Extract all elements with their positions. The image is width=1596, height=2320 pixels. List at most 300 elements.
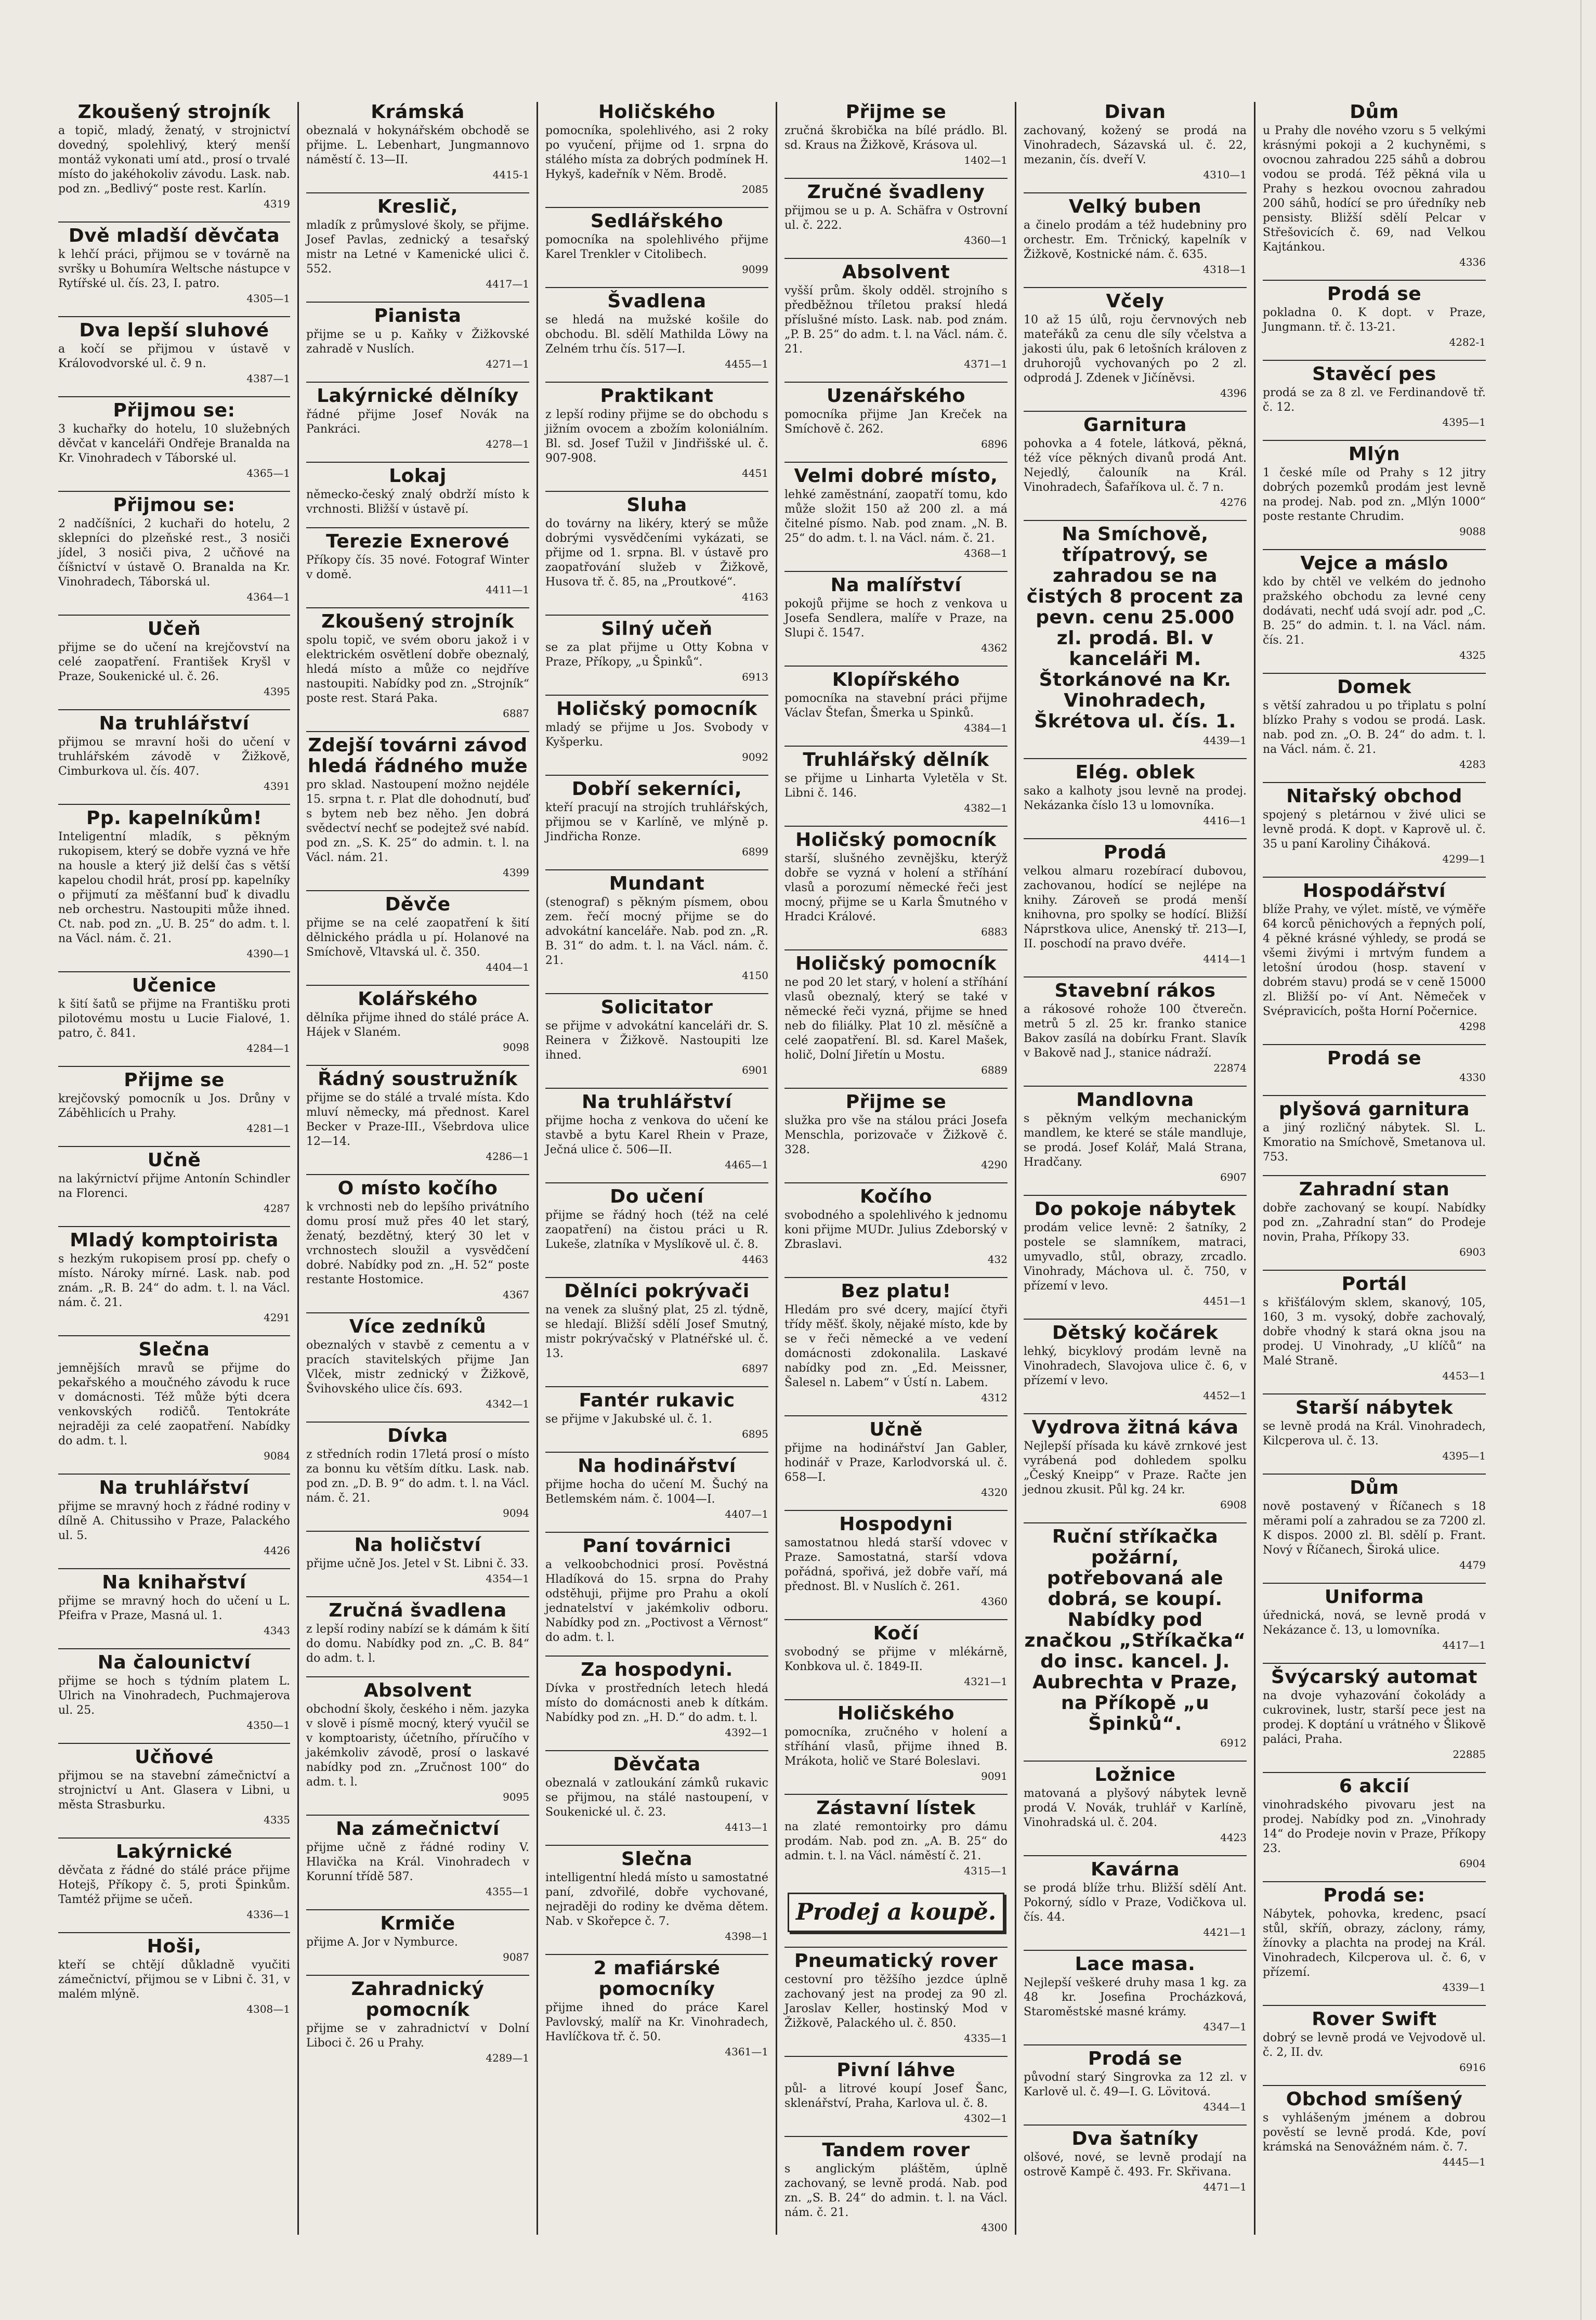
ad-text: zachovaný, kožený se prodá na Vinohradech, Sázavská ul. č. 22, mezanin, čís. dveří V. — [1024, 124, 1247, 166]
classified-ad — [1263, 1270, 1486, 1383]
ad-code: 4455—1 — [725, 358, 768, 370]
newspaper-page — [58, 101, 1493, 2234]
ad-code: 6907 — [1220, 1171, 1247, 1183]
ad-heading: Dobří sekerníci, — [545, 775, 768, 800]
ad-code: 6913 — [742, 671, 768, 683]
ad-heading: Starší nábytek — [1263, 1393, 1486, 1418]
ad-text: nově postavený v Říčanech s 18 měrami polí a zahradou se za 7200 zl. K dispos. 2000 zl. Bl. sdělí p. Frant. Nový v Říčanech, Široká ulice. — [1263, 1500, 1486, 1557]
ad-code: 4336—1 — [246, 1908, 290, 1921]
ad-heading: Fantér rukavic — [545, 1386, 768, 1411]
ad-heading: Kreslič, — [306, 192, 529, 217]
ad-code: 4305—1 — [246, 292, 290, 305]
ad-heading: Hoši, — [58, 1932, 290, 1957]
ad-code: 6896 — [981, 438, 1008, 450]
ad-heading: Na holičství — [306, 1531, 529, 1556]
classified-ad — [58, 1335, 290, 1463]
ad-code: 4330 — [1459, 1071, 1486, 1084]
ad-heading: Včely — [1024, 287, 1247, 312]
classified-ad — [306, 1174, 529, 1302]
ad-code: 4463 — [742, 1253, 768, 1266]
classified-ad — [1263, 1881, 1486, 1995]
ad-code: 4302—1 — [964, 2112, 1008, 2125]
ad-heading: Divan — [1104, 101, 1166, 123]
ad-code: 4361—1 — [725, 2045, 768, 2058]
ad-code: 4365—1 — [246, 467, 290, 479]
classified-ad — [1263, 1474, 1486, 1572]
ad-code: 6916 — [1459, 2061, 1486, 2074]
ad-code: 2085 — [742, 183, 768, 195]
classified-ad — [1263, 1583, 1486, 1652]
ad-text: mladý se přijme u Jos. Svobody v Kyšperku. — [545, 721, 768, 749]
classified-ad — [1024, 1086, 1247, 1184]
classified-ad — [545, 993, 768, 1077]
classified-ad — [1263, 1772, 1486, 1871]
ad-code: 4315—1 — [964, 1865, 1008, 1877]
classified-ad — [306, 1676, 529, 1804]
classified-ad — [545, 102, 768, 197]
ad-code: 9095 — [503, 1791, 529, 1803]
ad-text: dělníka přijme ihned do stálé práce A. Hájek v Slaném. — [306, 1011, 529, 1039]
ad-text: přijme se na celé zaopatření k šití dělnického prádla u pí. Holanové na Smíchově, Vltavská ul. č. 350. — [306, 917, 529, 959]
ad-code: 6912 — [1220, 1737, 1247, 1749]
classified-ad — [1024, 520, 1247, 748]
ad-code: 6899 — [742, 845, 768, 858]
ad-text: Nábytek, pohovka, kredenc, psací stůl, skříň, obrazy, záclony, rámy, žínovky a plachta na prodej na Král. Vinohradech, Kilcperova ul. č. 6, v přízemí. — [1263, 1908, 1486, 1979]
ad-code: 9084 — [264, 1450, 290, 1462]
page-edge — [1580, 0, 1581, 2320]
ad-code: 4368—1 — [964, 547, 1008, 559]
ad-heading: Učně — [784, 1415, 1008, 1440]
ad-text: pomocníka na stavební práci přijme Václav Štefan, Šmerka u Spinků. — [784, 692, 1008, 720]
ad-code: 4320 — [981, 1486, 1008, 1498]
ad-text: do továrny na likéry, který se může dobrými vysvědčeními vykázati, se přijme od 1. srpna. Bl. v ústavě pro zaopatřování služeb v Žižkově, Husova tř. č. 85, na „Proutkové“. — [545, 517, 768, 589]
classified-ad — [545, 382, 768, 480]
classified-ad — [545, 1532, 768, 1645]
ad-heading: Dvě mladší děvčata — [58, 221, 290, 246]
ad-code: 4278—1 — [486, 438, 529, 450]
ad-code: 4271—1 — [486, 358, 529, 370]
ad-heading: Na čalounictví — [58, 1648, 290, 1673]
ad-code: 4371—1 — [964, 358, 1008, 370]
classified-ad — [58, 221, 290, 306]
classified-ad — [58, 1743, 290, 1827]
ad-heading: Učenice — [58, 971, 290, 996]
ad-text: půl- a litrové koupí Josef Šanc, sklenářství, Praha, Karlova ul. č. 8. — [784, 2082, 1008, 2110]
classified-ad — [1263, 2005, 1486, 2075]
classified-ad — [545, 615, 768, 684]
ad-code: 4298 — [1459, 1020, 1486, 1033]
ad-code: 4318—1 — [1203, 263, 1247, 276]
ad-text: na venek za slušný plat, 25 zl. týdně, se hledají. Bližší sdělí Josef Smutný, mistr pokrývačský v Platnéřské ul. č. 13. — [545, 1304, 768, 1360]
classified-ad — [1263, 360, 1486, 429]
ad-heading: Sedlářského — [545, 207, 768, 232]
classified-ad — [306, 985, 529, 1054]
ad-heading: Mundant — [545, 869, 768, 894]
ad-heading: Přijme se — [784, 1088, 1008, 1113]
ad-text: obeznalá v hokynářském obchodě se přijme. L. Lebenhart, Jungmannovo náměstí č. 13—II. — [306, 124, 529, 166]
classified-ad — [784, 1415, 1008, 1500]
ad-heading: Učně — [58, 1146, 290, 1171]
classified-ad — [1263, 1175, 1486, 1259]
ad-heading: Truhlářský dělník — [784, 746, 1008, 771]
ad-heading: Kavárna — [1024, 1855, 1247, 1880]
ad-text: ne pod 20 let starý, v holení a stříhání vlasů obeznalý, který se také v německé řeči vyzná, přijme se hned neb do filiálky. Plat 10 zl. měsíčně a celé zaopatření. Bl. sd. Karel Mašek, holič, Dolní Jiřetín u Mostu. — [784, 976, 1008, 1062]
classified-ad — [784, 258, 1008, 371]
ad-heading: Kočí — [784, 1619, 1008, 1644]
ad-heading: Na knihařství — [58, 1568, 290, 1593]
ad-heading: Lace masa. — [1024, 1950, 1247, 1975]
ad-heading: Na truhlářství — [58, 1474, 290, 1498]
ad-heading: Učeň — [58, 615, 290, 640]
ad-heading: Přijmou se: — [58, 491, 290, 516]
ad-heading: Mlýn — [1263, 440, 1486, 465]
classified-ad — [306, 527, 529, 597]
ad-code: 4283 — [1459, 758, 1486, 771]
ad-text: vinohradského pivovaru jest na prodej. Nabídky pod zn. „Vinohrady 14“ do Prodeje novin v Praze, Příkopy 23. — [1263, 1798, 1486, 1855]
ad-text: se přijme v Jakubské ul. č. 1. — [545, 1413, 712, 1426]
ad-heading: Prodá — [1024, 838, 1247, 863]
classified-ad — [1263, 280, 1486, 349]
classified-ad — [1263, 1393, 1486, 1463]
ad-text: prodám velice levně: 2 šatníky, 2 postele se slamníkem, matraci, umyvadlo, stůl, obrazy, zrcadlo. Vinohrady, Máchova ul. č. 750, v přízemí v levo. — [1024, 1221, 1247, 1293]
ad-code: 4439—1 — [1203, 734, 1247, 747]
ad-heading: Holičský pomocník — [784, 949, 1008, 974]
ad-code: 4415-1 — [492, 168, 529, 181]
ad-text: přijme se mravný hoch do učení u L. Pfeifra v Praze, Masná ul. 1. — [58, 1595, 290, 1622]
ad-text: se přijme v advokátní kanceláři dr. S. Reinera v Žižkově. Nastoupiti lze ihned. — [545, 1020, 768, 1062]
ad-heading: Zdejší továrni závod hledá řádného muže — [306, 731, 529, 777]
ad-text: na zlaté remontoirky pro dámu prodám. Nab. pod zn. „A. B. 25“ do admin. t. l. na Václ. náměstí č. 21. — [784, 1820, 1008, 1862]
classified-ad — [58, 971, 290, 1055]
ad-heading: Dva lepší sluhové — [58, 316, 290, 341]
ad-heading: Portál — [1263, 1270, 1486, 1295]
ad-text: k šití šatů se přijme na Františku proti pilotovému mostu u Lucie Fialové, 1. patro, č. 841. — [58, 998, 290, 1040]
classified-ad — [1024, 758, 1247, 828]
ad-text: z lepší rodiny nabízí se k dámám k šití do domu. Nabídky pod zn. „C. B. 84“ do adm. t. l. — [306, 1623, 529, 1665]
ad-heading: Uniforma — [1263, 1583, 1486, 1608]
classified-ad — [1263, 1095, 1486, 1165]
classified-ad — [58, 1066, 290, 1136]
ad-text: přijmou se na stavební zámečnictví a strojnictví u Ant. Glasera v Libni, u města Strasburku. — [58, 1769, 290, 1811]
ad-text: přijme se u p. Kaňky v Žižkovské zahradě v Nuslích. — [306, 328, 529, 356]
ad-code: 4312 — [981, 1391, 1008, 1404]
ad-text: pomocníka na spolehlivého přijme Karel Trenkler v Citolibech. — [545, 233, 768, 261]
ad-heading: Děvče — [306, 890, 529, 915]
ad-code: 4150 — [742, 969, 768, 982]
ad-text: Inteligentní mladík, s pěkným rukopisem, který se dobře vyzná ve hře na housle a který již delší čas s větší kapelou chodil hrát, prosí pp. kapelníky o přijmutí za měšťanní buď k divadlu neb orchestru. Nastoupiti může ihned. Ct. nab. pod zn. „U. B. 25“ do adm. t. l. na Václ. nám. č. 21. — [58, 830, 290, 945]
ad-code: 4384—1 — [964, 722, 1008, 734]
classified-ad — [784, 102, 1008, 167]
ad-heading: Ložnice — [1024, 1761, 1247, 1785]
ad-heading: Dívka — [306, 1422, 529, 1446]
classified-column — [776, 102, 1015, 2235]
ad-code: 4407—1 — [725, 1508, 768, 1520]
classified-ad — [58, 709, 290, 793]
ad-text: dobře zachovaný se koupí. Nabídky pod zn. „Zahradní stan“ do Prodeje novin, Praha, Příkopy 33. — [1263, 1202, 1486, 1244]
ad-text: Příkopy čís. 35 nové. Fotograf Winter v domě. — [306, 554, 529, 581]
ad-text: mladík z průmyslové školy, se přijme. Josef Pavlas, zednický a tesařský mistr na Letné v Kamenické ulici č. 552. — [306, 219, 529, 276]
ad-code: 4360 — [981, 1595, 1008, 1608]
classified-ad — [784, 1088, 1008, 1172]
classified-ad — [306, 382, 529, 451]
classified-ad — [306, 890, 529, 974]
classified-ad — [545, 207, 768, 277]
ad-heading: Elég. oblek — [1024, 758, 1247, 783]
ad-text: vyšší prům. školy odděl. strojního s předběžnou tříletou praksí hledá příslušné místo. Lask. nab. pod znám. „P. B. 25“ do adm. t. l. na Václ. nám. č. 21. — [784, 284, 1008, 356]
classified-ad — [784, 949, 1008, 1077]
ad-heading: Holičský pomocník — [784, 826, 1008, 851]
ad-text: kteří pracují na strojích truhlářských, přijmou se v Karlíně, ve mlýně p. Jindřicha Ronze. — [545, 801, 768, 843]
ad-text: spojený s pletárnou v živé ulici se levně prodá. K dopt. v Kaprově ul. č. 35 u paní Karoliny Čiháková. — [1263, 809, 1486, 851]
ad-code: 4367 — [503, 1288, 529, 1301]
ad-heading: Za hospodyni. — [545, 1656, 768, 1680]
ad-heading: Děvčata — [545, 1750, 768, 1775]
ad-code: 6887 — [503, 707, 529, 720]
classified-ad — [58, 1226, 290, 1325]
ad-text: obeznalá v zatloukání zámků rukavic se přijmou, na stálé nastoupení, v Soukenické ul. č. 23. — [545, 1777, 768, 1819]
ad-code: 4445—1 — [1442, 2156, 1486, 2168]
classified-ad — [784, 826, 1008, 939]
classified-ad — [306, 192, 529, 291]
ad-code: 4395—1 — [1442, 416, 1486, 428]
ad-heading: Prodá se — [1263, 280, 1486, 305]
ad-code: 9087 — [503, 1951, 529, 1963]
ad-code: 4289—1 — [486, 2052, 529, 2064]
classified-ad — [545, 491, 768, 604]
ad-code: 432 — [987, 1253, 1008, 1266]
classified-ad — [1263, 2085, 1486, 2169]
ad-text: a jiný rozličný nábytek. Sl. L. Kmoratio na Smíchově, Smetanova ul. 753. — [1263, 1122, 1486, 1164]
ad-code: 4350—1 — [246, 1719, 290, 1731]
classified-ad — [1263, 440, 1486, 539]
ad-code: 6908 — [1220, 1498, 1247, 1511]
classified-ad — [306, 462, 529, 517]
ad-code: 4310—1 — [1203, 168, 1247, 181]
ad-heading: Přijme se — [845, 101, 947, 123]
classified-ad — [58, 1474, 290, 1558]
classified-ad — [1024, 1761, 1247, 1845]
ad-text: 1 české míle od Prahy s 12 jitry dobrých pozemků prodám jest levně na prodej. Nab. pod zn. „Mlýn 1000“ poste restante Chrudim. — [1263, 466, 1486, 523]
ad-text: kteří se chtějí důkladně vyučiti zámečnictví, přijmou se v Libni č. 31, v malém mlýně. — [58, 1959, 290, 2001]
ad-heading: Tandem rover — [784, 2136, 1008, 2161]
ad-code: 4354—1 — [486, 1572, 529, 1585]
ad-text: matovaná a plyšový nábytek levně prodá V. Novák, truhlář v Karlíně, Vinohradská ul. č. 204. — [1024, 1787, 1247, 1829]
ad-code: 4321—1 — [964, 1675, 1008, 1688]
ad-text: jemnějších mravů se přijme do pekařského a moučného závodu k ruce v domácnosti. Též může býti dcera venkovských rodičů. Tentokráte nejraději za celé zaopatření. Nabídky do adm. t. l. — [58, 1362, 290, 1448]
classified-column — [297, 102, 537, 2235]
ad-text: s hezkým rukopisem prosí pp. chefy o místo. Nároky mírné. Lask. nab. pod znám. „R. B. 24“ do adm. t. l. na Václ. nám. č. 21. — [58, 1253, 290, 1309]
ad-text: a topič, mladý, ženatý, v strojnictví dovedný, spolehlivý, který menší montáž vykonati umí atd., prosí o trvalé místo do jakéhokoliv závodu. Lask. nab. pod zn. „Bedlivý“ poste rest. Karlín. — [58, 124, 290, 195]
ad-heading: Na Smíchově, třípatrový, se zahradou se na čistých 8 procent za pevn. cenu 25.000 zl. prodá. Bl. v kanceláři M. Štorkánové na Kr. Vinohradech, Škrétova ul. čís. 1. — [1024, 520, 1247, 732]
ad-heading: Pivní láhve — [784, 2056, 1008, 2081]
ad-heading: Zahradní stan — [1263, 1175, 1486, 1200]
ad-heading: Vydrova žitná káva — [1024, 1413, 1247, 1438]
ad-heading: Obchod smíšený — [1263, 2085, 1486, 2110]
ad-text: s pěkným velkým mechanickým mandlem, ke které se stále mandluje, se prodá. Josef Kolář, Malá Strana, Hradčany. — [1024, 1112, 1247, 1169]
classified-ad — [1263, 673, 1486, 772]
classified-ad — [545, 695, 768, 764]
ad-text: se za plat přijme u Otty Kobna v Praze, Příkopy, „u Špinků“. — [545, 641, 768, 669]
ad-code: 22885 — [1453, 1748, 1486, 1761]
ad-text: Nejlepší veškeré druhy masa 1 kg. za 48 kr. Josefina Procházková, Staroměstské masné krámy. — [1024, 1976, 1247, 2018]
ad-heading: Slečna — [545, 1845, 768, 1870]
ad-text: na dvoje vyhazování čokolády a cukrovinek, lustr, starší pece jest na prodej. K doptání u vrátného v Šlikově paláci, Praha. — [1263, 1689, 1486, 1746]
ad-heading: Více zedníků — [306, 1312, 529, 1337]
ad-text: 10 až 15 úlů, roju červnových neb mateřáků za cenu dle síly včelstva a jakosti úlu, pak 6 letošních královen z druhorojů vychovaných po 2 zl. odprodá J. Zdenek v Jičíněvsi. — [1024, 314, 1247, 385]
classified-ad — [58, 1146, 290, 1216]
classified-column — [1254, 102, 1493, 2235]
classified-ad — [1024, 411, 1247, 510]
ad-heading: Silný učeň — [545, 615, 768, 640]
classified-ad — [58, 804, 290, 961]
ad-code: 4287 — [264, 1202, 290, 1215]
ad-code: 4423 — [1220, 1831, 1247, 1844]
ad-code: 9088 — [1459, 525, 1486, 538]
ad-code: 4362 — [981, 642, 1008, 654]
classified-ad — [1263, 877, 1486, 1034]
ad-text: lehké zaměstnání, zaopatří tomu, kdo může složit 150 až 200 zl. a má čitelné písmo. Nab. pod znam. „N. B. 25“ do adm. t. l. na Václ. nám. č. 21. — [784, 488, 1008, 545]
ad-text: přijme učně Jos. Jetel v St. Libni č. 33. — [306, 1557, 529, 1570]
ad-text: sako a kalhoty jsou levně na prodej. Nekázanka číslo 13 u lomovníka. — [1024, 785, 1247, 812]
classified-ad — [1263, 102, 1486, 269]
ad-heading: Na truhlářství — [58, 709, 290, 734]
ad-heading: Bez platu! — [784, 1277, 1008, 1302]
classified-ad — [784, 1699, 1008, 1783]
ad-heading: Mandlovna — [1024, 1086, 1247, 1111]
ad-text: děvčata z řádné do stálé práce přijme Hotejš, Příkopy č. 5, proti Špinkům. Tamtéž přijme se učeň. — [58, 1864, 290, 1906]
classified-ad — [306, 302, 529, 371]
ad-code: 4319 — [264, 198, 290, 210]
ad-heading: Švadlena — [545, 287, 768, 312]
ad-heading: Velký buben — [1024, 192, 1247, 217]
ad-text: přijme učně z řádné rodiny V. Hlavička na Král. Vinohradech v Korunní třídě 587. — [306, 1841, 529, 1883]
ad-code: 4417—1 — [1442, 1639, 1486, 1651]
ad-heading: Zkoušený strojník — [77, 101, 271, 123]
classified-column — [58, 102, 297, 2235]
classified-ad — [784, 1947, 1008, 2045]
ad-text: přijme se do stálé a trvalé místa. Kdo mluví německy, má přednost. Karel Becker v Praze-III., Všebrdova ulice 12—14. — [306, 1091, 529, 1148]
ad-heading: Prodá se — [1263, 1044, 1486, 1069]
ad-heading: Přijme se — [58, 1066, 290, 1091]
ad-text: německo-český znalý obdrží místo k vrchnosti. Bližší v ústavě pí. — [306, 488, 529, 516]
ad-text: s křišťálovým sklem, skanový, 105, 160, 3 m. vysoký, dobře zachovalý, dobře vhodný k stará okna jsou na prodej. U Vinohrady, „U klíčů“ na Malé Straně. — [1263, 1296, 1486, 1367]
ad-code: 4299—1 — [1442, 853, 1486, 865]
ad-text: a velkoobchodnici prosí. Pověstná Hladíková do 15. srpna do Prahy odstěhuji, přijme pro Prahu a okolí jednatelství v jakémkoliv odboru. Nabídky pod zn. „Poctivost a Věrnost“ do adm. t. l. — [545, 1558, 768, 1644]
classified-ad — [306, 731, 529, 880]
ad-text: intelligentní hledá místo u samostatné paní, zdvořilé, dobře vychované, nejraději do rodiny ke dvěma dětem. Nab. v Skořepce č. 7. — [545, 1871, 768, 1928]
ad-heading: Zkoušený strojník — [306, 607, 529, 632]
ad-code: 9099 — [742, 263, 768, 276]
ad-heading: Lakýrnické dělníky — [306, 382, 529, 407]
classified-ad — [1024, 1950, 1247, 2034]
classified-ad — [1024, 976, 1247, 1075]
classified-ad — [784, 746, 1008, 815]
ad-text: s větší zahradou u po třiplatu s polní blízko Prahy s vodou se prodá. Lask. nab. pod zn. „O. B. 24“ do adm. t. l. na Václ. nám. č. 21. — [1263, 699, 1486, 756]
ad-text: prodá se za 8 zl. ve Ferdinandově tř. č. 12. — [1263, 386, 1486, 414]
ad-code: 4421—1 — [1203, 1926, 1247, 1938]
ad-heading: Učňové — [58, 1743, 290, 1768]
ad-text: pro sklad. Nastoupení možno nejdéle 15. srpna t. r. Plat dle dohodnutí, buď s bytem neb bez něho. Jen dobrá svědectví nechť se podejtež své nabíd. pod zn. „S. K. 25“ do admin. t. l. na Václ. nám. 21. — [306, 778, 529, 864]
ad-text: a činelo prodám a též hudebniny pro orchestr. Em. Trčnický, kapelník v Žižkově, Kostnické nám. č. 635. — [1024, 219, 1247, 261]
ad-heading: Dělníci pokrývači — [545, 1277, 768, 1302]
ad-heading: Vejce a máslo — [1263, 549, 1486, 574]
ad-text: z lepší rodiny přijme se do obchodu s jižním ovocem a zbožím koloniálním. Bl. sd. Josef Tužil v Jindřišské ul. č. 907-908. — [545, 408, 768, 465]
ad-code: 4465—1 — [725, 1158, 768, 1171]
ad-code: 4343 — [264, 1624, 290, 1637]
ad-heading: Zručné švadleny — [784, 178, 1008, 203]
ad-text: pokojů přijme se hoch z venkova u Josefa Sendlera, malíře v Praze, na Slupi č. 1547. — [784, 597, 1008, 640]
ad-heading: Do pokoje nábytek — [1024, 1195, 1247, 1220]
classified-ad — [545, 869, 768, 983]
ad-heading: Na zámečnictví — [306, 1815, 529, 1840]
classified-ad — [306, 1312, 529, 1411]
ad-text: přijme A. Jor v Nymburce. — [306, 1936, 458, 1949]
ad-text: a kočí se přijmou v ústavě v Královodvorské ul. č. 9 n. — [58, 343, 290, 370]
ad-heading: Krámská — [371, 101, 465, 123]
classified-ad — [58, 1568, 290, 1638]
ad-text: přijme se do učení na krejčovství na celé zaopatření. František Kryšl v Praze, Soukenické ul. č. 26. — [58, 641, 290, 683]
ad-code: 6897 — [742, 1362, 768, 1375]
ad-heading: Zahradnický pomocník — [306, 1975, 529, 2021]
ad-heading: Kočího — [784, 1182, 1008, 1207]
ad-code: 4453—1 — [1442, 1370, 1486, 1382]
ad-code: 4395—1 — [1442, 1450, 1486, 1462]
classified-ad — [784, 2136, 1008, 2235]
classified-ad — [545, 1750, 768, 1834]
classified-ad — [784, 1277, 1008, 1405]
ad-heading: Slečna — [58, 1335, 290, 1360]
ad-text: pohovka a 4 fotele, látková, pěkná, též více pěkných divanů prodá Ant. Nejedlý, čalouník na Král. Vinohradech, Šafaříkova ul. č. 7 n. — [1024, 437, 1247, 494]
classified-ad — [784, 571, 1008, 655]
ad-heading: Praktikant — [545, 382, 768, 407]
classified-ad — [545, 1277, 768, 1376]
classified-ad — [1024, 1522, 1247, 1750]
ad-heading: Rover Swift — [1263, 2005, 1486, 2030]
classified-ad — [784, 2056, 1008, 2126]
ad-text: přijme ihned do práce Karel Pavlovský, malíř na Kr. Vinohradech, Havlíčkova tř. č. 50. — [545, 2001, 768, 2043]
ad-heading: Pianista — [306, 302, 529, 327]
classified-ad — [58, 316, 290, 386]
ad-code: 4347—1 — [1203, 2021, 1247, 2033]
ad-code: 4286—1 — [486, 1150, 529, 1163]
classified-ad — [306, 1815, 529, 1899]
ad-code: 4416—1 — [1203, 814, 1247, 827]
ad-code: 6904 — [1459, 1857, 1486, 1870]
ad-text: k vrchnosti neb do lepšího privátního domu prosí muž přes 40 let starý, ženatý, bezdětný, který 30 let v vrchnostech sloužil a vysvědčení dobré. Nabídky pod zn. „H. 52“ poste restante Hostomice. — [306, 1201, 529, 1286]
ad-text: pokladna 0. K dopt. v Praze, Jungmann. tř. č. 13-21. — [1263, 306, 1486, 334]
ad-text: u Prahy dle nového vzoru s 5 velkými krásnými pokoji a 2 kuchyněmi, s ovocnou zahradou 225 sáhů a dobrou vodou se prodá. Též pěkná vila u Prahy s hezkou ovocnou zahradou 200 sáhů, hodící se pro úředníky neb pensisty. Bližší sdělí Pelcar v Střešovicích č. 69, nad Velkou Kajtánkou. — [1263, 124, 1486, 254]
ad-text: přijmou se u p. A. Schäfra v Ostrovní ul. č. 222. — [784, 204, 1008, 232]
ad-code: 4404—1 — [486, 961, 529, 973]
ad-text: blíže Prahy, ve výlet. místě, ve výměře 64 korců pěnichových a řepných polí, 4 pěkné krásné výhledy, se prodá se všemi živými i mrtvým fundem a letošní úrodou (hosp. stavení v dobrém stavu) prodá se v ceně 15000 zl. Bližší po- ví Ant. Němeček v Svépravicích, pošta Horní Počernice. — [1263, 903, 1486, 1018]
ad-code: 4336 — [1459, 256, 1486, 268]
ad-code: 4414—1 — [1203, 953, 1247, 965]
ad-code: 4282-1 — [1449, 336, 1486, 348]
classified-ad — [1024, 838, 1247, 966]
ad-text: z středních rodin 17letá prosí o místo za bonnu ku větším dítku. Lask. nab. pod zn. „D. B. 9“ do adm. t. l. na Václ. nám. č. 21. — [306, 1448, 529, 1505]
ad-code: 4451—1 — [1203, 1295, 1247, 1307]
ad-text: pomocníka, zručného v holení a stříhání vlasů, přijme ihned B. Mrákota, holič ve Staré Boleslavi. — [784, 1726, 1008, 1768]
ad-text: k lehčí práci, přijmou se v továrně na svršky u Bohumíra Weltsche nástupce v Rytířské ul. čís. 23, I. patro. — [58, 248, 290, 290]
ad-text: velkou almaru rozebírací dubovou, zachovanou, hodící se nejlépe na knihy. Zároveň se prodá menší knihovna, pro spolky se hodící. Bližší Náprstkova ulice, Anenský tř. 213—I, II. poschodí na pravo dvéře. — [1024, 865, 1247, 950]
ad-heading: Nitařský obchod — [1263, 782, 1486, 807]
classified-ad — [545, 287, 768, 371]
ad-code: 4284—1 — [246, 1042, 290, 1054]
ad-heading: Velmi dobré místo, — [784, 462, 1008, 487]
classified-ad — [784, 382, 1008, 451]
ad-heading: Kolářského — [306, 985, 529, 1010]
ad-text: Hledám pro své dcery, mající čtyři třídy měšť. školy, nějaké místo, kde by se v řeči německé a ve vedení domácnosti zdokonalila. Laskavé nabídky pod zn. „Ed. Meissner, Šalesel n. Labem“ v Ústí n. Labem. — [784, 1304, 1008, 1389]
